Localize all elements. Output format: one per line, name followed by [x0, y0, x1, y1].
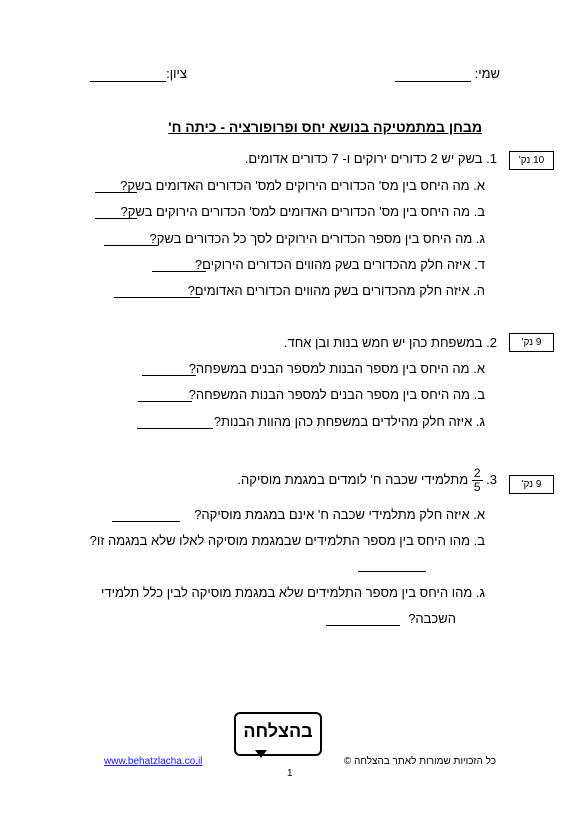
page-number: 1 [287, 768, 293, 779]
q1-stem: 1. בשק יש 2 כדורים ירוקים ו- 7 כדורים אדומים. [244, 151, 497, 166]
q2-a-blank[interactable] [142, 374, 196, 376]
grade-label: ציון: [166, 66, 187, 81]
q2-a: א. מה היחס בין מספר הבנות למספר הבנים במשפחה? [188, 361, 485, 376]
q1-c-blank[interactable] [104, 244, 158, 246]
q2-b: ב. מה היחס בין מספר הבנים למספר הבנות המשפחה? [188, 387, 485, 402]
q3-stem [237, 460, 497, 500]
name-blank[interactable] [395, 80, 471, 82]
q1-a: א. מה היחס בין מס' הכדורים הירוקים למס' הכדורים האדומים בשק? [120, 178, 485, 193]
logo-speech-tail [255, 750, 267, 758]
name-label: שמי: [474, 66, 500, 81]
q2-stem: 2. במשפחת כהן יש חמש בנות ובן אחד. [283, 335, 497, 350]
q3-frac-numerator: 2 [473, 466, 481, 481]
q1-b-blank[interactable] [95, 217, 137, 219]
q3-c-blank[interactable] [326, 624, 400, 626]
q1-e-blank[interactable] [114, 296, 200, 298]
q3-fraction [472, 467, 483, 494]
copyright-notice: כל הזכויות שמורות לאתר בהצלחה © [343, 756, 496, 767]
q3-c-line2: השכבה? [408, 611, 456, 626]
q3-b-blank[interactable] [358, 570, 426, 572]
points-box-q2: 9 נק' [509, 333, 554, 352]
q3-c-line1: ג. מהו היחס בין מספר התלמידים שלא במגמת מוסיקה לבין כלל תלמידי [101, 585, 485, 600]
q3-b: ב. מהו היחס בין מספר התלמידים שבמגמת מוסיקה לאלו שלא במגמה זו? [89, 533, 485, 548]
q1-b: ב. מה היחס בין מס' הכדורים האדומים למס' הכדורים הירוקים בשק? [120, 204, 485, 219]
behatzlacha-logo: בהצלחה [234, 712, 322, 756]
q3-a: א. איזה חלק מתלמידי שכבה ח' אינם במגמת מוסיקה? [194, 507, 485, 522]
q1-d: ד. איזה חלק מהכדורים בשק מהווים הכדורים הירוקים? [194, 257, 485, 272]
q1-d-blank[interactable] [152, 270, 206, 272]
q1-e: ה. איזה חלק מהכדורים בשק מהווים הכדורים האדומים? [187, 283, 485, 298]
q2-c-blank[interactable] [137, 427, 213, 429]
points-box-q3: 9 נק' [509, 475, 554, 494]
points-box-q1: 10 נק' [509, 151, 554, 170]
q3-frac-denominator: 5 [473, 480, 481, 495]
q1-a-blank[interactable] [95, 191, 137, 193]
grade-blank[interactable] [90, 80, 166, 82]
q3-number: 3. [486, 472, 497, 487]
q3-stem-rest: מתלמידי שכבה ח' לומדים במגמת מוסיקה. [237, 472, 469, 487]
q1-c: ג. מה היחס בין מספר הכדורים הירוקים לסך כל הכדורים בשק? [149, 231, 485, 246]
q3-a-blank[interactable] [112, 520, 180, 522]
page-title: מבחן במתמטיקה בנושא יחס ופרופורציה - כיתה ח' [168, 119, 482, 135]
q2-c: ג. איזה חלק מהילדים במשפחת כהן מהוות הבנות? [213, 414, 485, 429]
website-link[interactable]: www.behatzlacha.co.il [104, 756, 203, 767]
q2-b-blank[interactable] [138, 400, 192, 402]
